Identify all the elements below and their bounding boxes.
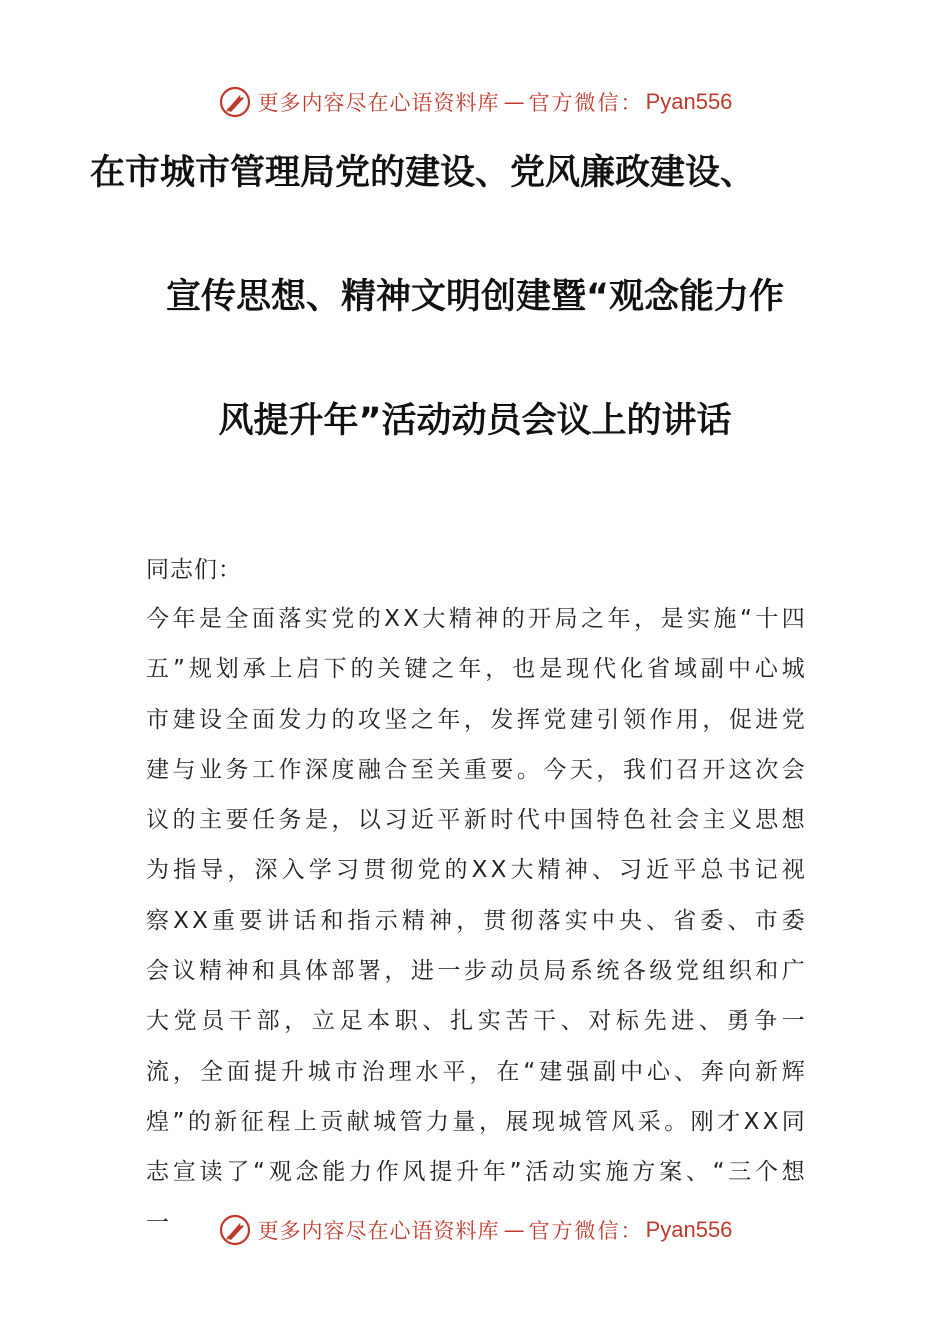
body-paragraph: 今年是全面落实党的XX大精神的开局之年，是实施“十四五”规划承上启下的关键之年，也是现代化省域副中心城市建设全面发力的攻坚之年，发挥党建引领作用，促进党建与业务工作深度融合至关重要。今天，我们召开这次会议的主要任务是，以习近平新时代中国特色社会主义思想为指导，深入学习贯彻党的XX大精神、习近平总书记视察XX重要讲话和指示精神，贯彻落实中央、省委、市委会议精神和具体部署，进一步动员局系统各级党组织和广大党员干部，立足本职、扎实苦干、对标先进、勇争一流，全面提升城市治理水平，在“建强副中心、奔向新辉煌”的新征程上贡献城管力量，展现城管风采。刚才XX同志宣读了“观念能力作风提升年”活动实施方案、“三个想一 (146, 606, 808, 1236)
banner-brand-text: 更多内容尽在心语资料库 (257, 91, 500, 115)
banner-brand-text: 更多内容尽在心语资料库 (257, 1219, 500, 1243)
pen-nib-logo-icon (218, 85, 252, 119)
banner-dash: — (503, 90, 525, 114)
banner-wechat-id: Pyan556 (645, 1217, 733, 1242)
banner-wechat-id: Pyan556 (645, 89, 733, 114)
title-line-1: 在市城市管理局党的建设、党风廉政建设、 (90, 153, 756, 193)
title-line-2: 宣传思想、精神文明创建暨“观念能力作 (165, 277, 784, 317)
banner-dash: — (503, 1218, 525, 1242)
header-banner (0, 80, 950, 124)
pen-nib-logo-icon (218, 1213, 252, 1247)
banner-wechat-label: 官方微信： (528, 91, 644, 115)
document-title (60, 140, 890, 512)
footer-banner (0, 1208, 950, 1252)
title-line-3: 风提升年”活动动员会议上的讲话 (218, 401, 732, 441)
salutation: 同志们： (146, 557, 242, 583)
banner-wechat-label: 官方微信： (528, 1219, 644, 1243)
document-body (146, 546, 808, 1248)
